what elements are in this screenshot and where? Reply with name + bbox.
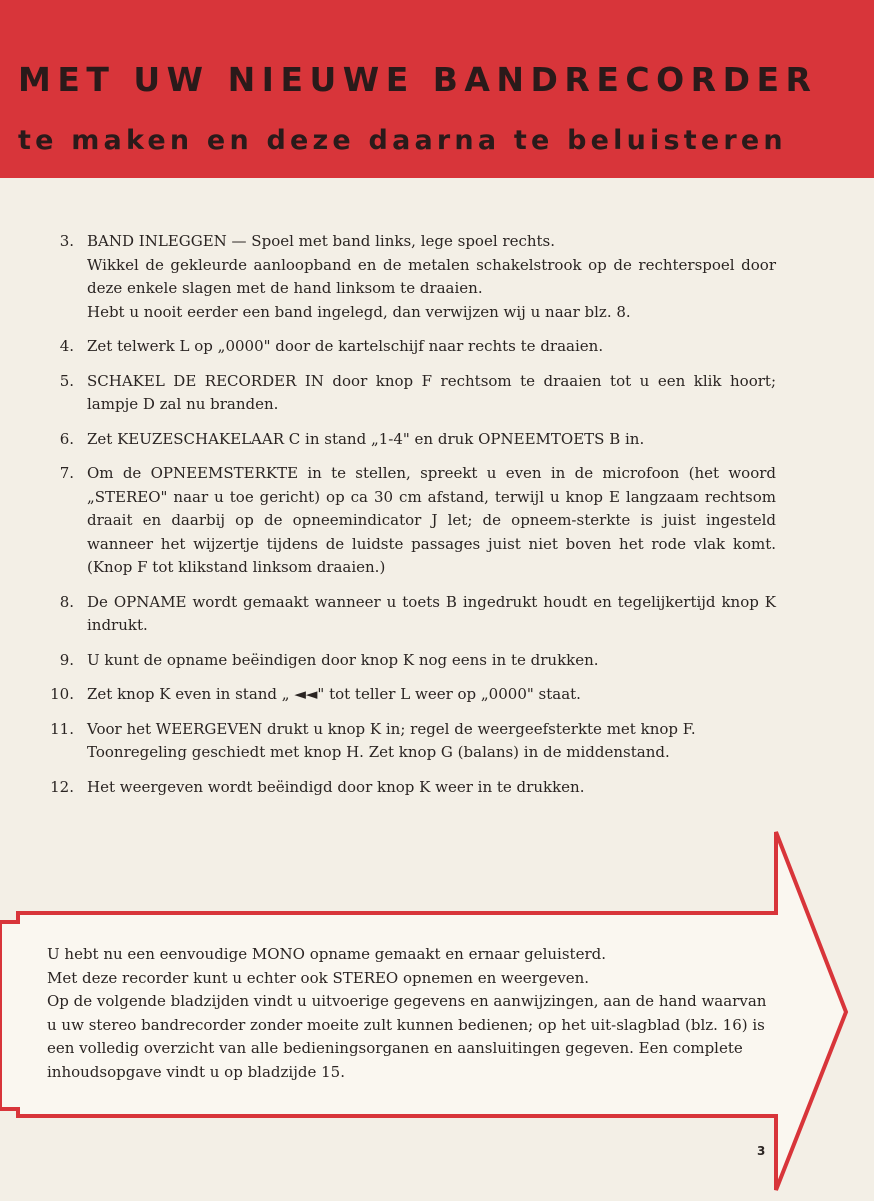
list-item xyxy=(40,462,776,580)
list-item xyxy=(40,370,776,417)
list-item xyxy=(40,718,776,765)
step-text: SCHAKEL DE RECORDER IN door knop F rechtsom te draaien tot u een klik hoort; lampje D zal nu branden. xyxy=(87,371,776,413)
list-item xyxy=(40,649,776,673)
step-text: De OPNAME wordt gemaakt wanneer u toets B ingedrukt houdt en tegelijkertijd knop K indrukt. xyxy=(87,592,776,634)
page-subtitle: te maken en deze daarna te beluisteren xyxy=(18,125,787,156)
step-number: 12. xyxy=(50,777,74,796)
step-number: 3. xyxy=(59,232,74,250)
step-number: 8. xyxy=(59,592,74,611)
list-item xyxy=(40,776,776,800)
list-item xyxy=(40,428,776,452)
step-number: 5. xyxy=(59,371,74,390)
list-item xyxy=(40,335,776,359)
step-text: Voor het WEERGEVEN drukt u knop K in; regel de weergeefsterkte met knop F. Toonregeling geschiedt met knop H. Zet knop G (balans) in de middenstand. xyxy=(87,719,696,761)
step-number: 4. xyxy=(59,337,74,355)
list-item xyxy=(40,591,776,638)
step-number: 10. xyxy=(50,685,74,703)
list-item xyxy=(40,683,776,707)
step-number: 7. xyxy=(59,464,74,482)
step-number: 6. xyxy=(59,429,74,448)
step-text: Zet telwerk L op „0000" door de kartelschijf naar rechts te draaien. xyxy=(87,337,604,355)
step-text: Zet knop K even in stand „ ◄◄" tot teller L weer op „0000" staat. xyxy=(87,685,581,703)
step-number: 11. xyxy=(50,719,74,738)
instruction-list xyxy=(40,230,776,810)
step-text: U kunt de opname beëindigen door knop K nog eens in te drukken. xyxy=(87,650,599,669)
page-number: 3 xyxy=(757,1144,766,1158)
header-banner xyxy=(0,0,874,178)
step-text: BAND INLEGGEN — Spoel met band links, lege spoel rechts. Wikkel de gekleurde aanloopband en de metalen schakelstrook op de rechterspoel door deze enkele slagen met de hand linksom te draaien. Hebt u nooit eerder een band ingelegd, dan verwijzen wij u naar blz. 8. xyxy=(87,232,776,321)
page-title: MET UW NIEUWE BANDRECORDER xyxy=(18,60,818,99)
step-text: Zet KEUZESCHAKELAAR C in stand „1-4" en druk OPNEEMTOETS B in. xyxy=(87,429,645,448)
list-item xyxy=(40,230,776,324)
step-text: Het weergeven wordt beëindigd door knop K weer in te drukken. xyxy=(87,777,585,796)
summary-text: U hebt nu een eenvoudige MONO opname gemaakt en ernaar geluisterd. Met deze recorder kunt u echter ook STEREO opnemen en weergeven. Op de volgende bladzijden vindt u uitvoerige gegevens en aanwijzingen, aan de hand waarvan u uw stereo bandrecorder zonder moeite zult kunnen bedienen; op het uit-slagblad (blz. 16) is een volledig overzicht van alle bedieningsorganen en aansluitingen gegeven. Een complete inhoudsopgave vindt u op bladzijde 15. xyxy=(47,945,767,1081)
step-number: 9. xyxy=(59,650,74,669)
step-text: Om de OPNEEMSTERKTE in te stellen, spreekt u even in de microfoon (het woord „STEREO" naar u toe gericht) op ca 30 cm afstand, terwijl u knop E langzaam rechtsom draait en daarbij op de opneemindicator J let; de opneem-sterkte is juist ingesteld wanneer het wijzertje tijdens de luidste passages juist niet boven het rode vlak komt. (Knop F tot klikstand linksom draaien.) xyxy=(87,464,776,576)
